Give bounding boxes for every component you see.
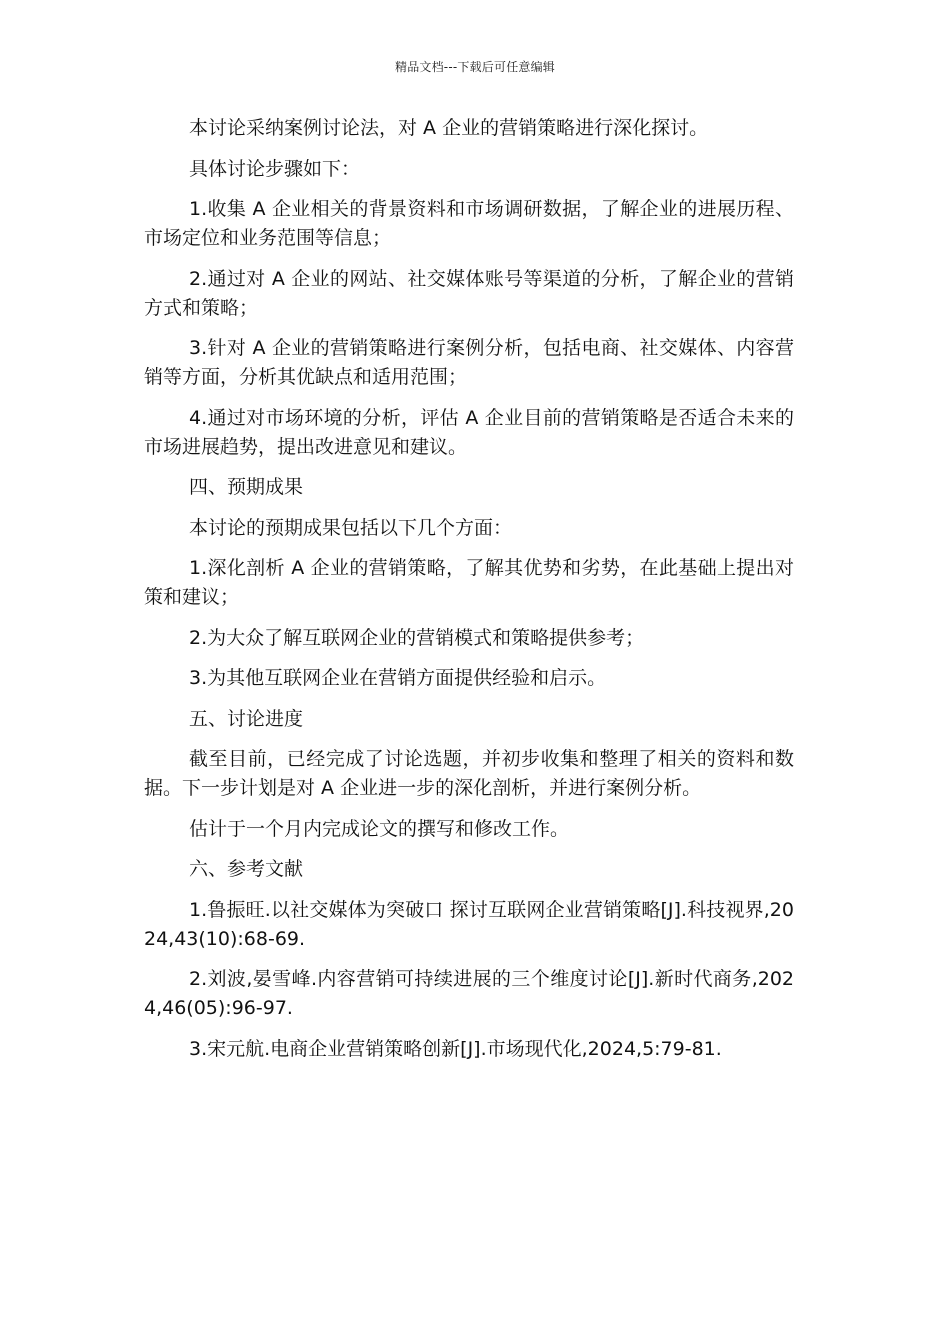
paragraph-progress-estimate: 估计于一个月内完成论文的撰写和修改工作。 [189,817,570,840]
paragraph-step-3: 3.针对 A 企业的营销策略进行案例分析，包括电商、社交媒体、内容营销等方面，分析其优缺点和适用范围； [144,337,794,388]
paragraph-step-4: 4.通过对市场环境的分析，评估 A 企业目前的营销策略是否适合未来的市场进展趋势，提出改进意见和建议。 [144,406,794,458]
document-body [144,114,794,1075]
page-header: 精品文档---下载后可任意编辑 [395,60,555,74]
reference-2: 2.刘波,晏雪峰.内容营销可持续进展的三个维度讨论[J].新时代商务,2024,46(05):96-97. [144,968,794,1019]
paragraph-step-1: 1.收集 A 企业相关的背景资料和市场调研数据，了解企业的进展历程、市场定位和业务范围等信息； [144,198,794,249]
paragraph-results-intro: 本讨论的预期成果包括以下几个方面： [189,516,513,539]
paragraph-result-2: 2.为大众了解互联网企业的营销模式和策略提供参考； [189,626,645,649]
paragraph-step-2: 2.通过对 A 企业的网站、社交媒体账号等渠道的分析，了解企业的营销方式和策略； [144,267,794,319]
section-heading-progress: 五、讨论进度 [189,707,304,730]
section-heading-references: 六、参考文献 [189,858,304,880]
paragraph-progress-status: 截至目前，已经完成了讨论选题，并初步收集和整理了相关的资料和数据。下一步计划是对 A 企业进一步的深化剖析，并进行案例分析。 [144,748,794,799]
section-heading-expected-results: 四、预期成果 [189,476,304,498]
paragraph-result-3: 3.为其他互联网企业在营销方面提供经验和启示。 [189,667,607,689]
paragraph-steps-intro: 具体讨论步骤如下： [189,157,361,180]
paragraph-method: 本讨论采纳案例讨论法，对 A 企业的营销策略进行深化探讨。 [189,117,709,139]
reference-1: 1.鲁振旺.以社交媒体为突破口 探讨互联网企业营销策略[J].科技视界,2024,43(10):68-69. [144,898,794,950]
reference-3: 3.宋元航.电商企业营销策略创新[J].市场现代化,2024,5:79-81. [189,1037,722,1060]
paragraph-result-1: 1.深化剖析 A 企业的营销策略，了解其优势和劣势，在此基础上提出对策和建议； [144,557,794,608]
